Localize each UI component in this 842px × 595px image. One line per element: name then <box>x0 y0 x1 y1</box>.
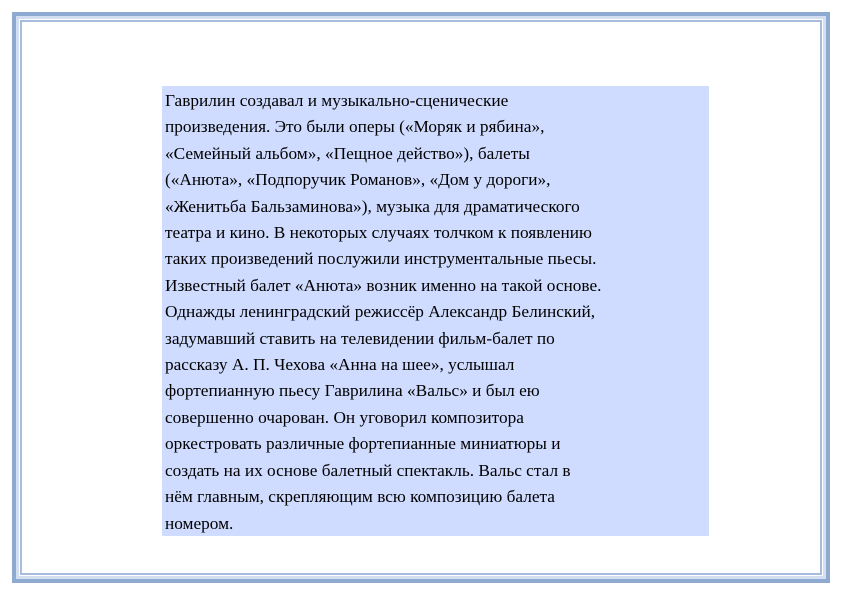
text-line: («Анюта», «Подпоручик Романов», «Дом у дороги», <box>165 170 551 190</box>
text-line: нём главным, скрепляющим всю композицию балета <box>165 487 555 507</box>
text-line: Известный балет «Анюта» возник именно на такой основе. <box>165 275 602 295</box>
text-line: «Семейный альбом», «Пещное действо»), балеты <box>165 143 530 163</box>
text-line: задумавший ставить на телевидении фильм-балет по <box>165 328 555 348</box>
text-line: оркестровать различные фортепианные миниатюры и <box>165 434 561 454</box>
text-line: таких произведений послужили инструментальные пьесы. <box>165 249 597 269</box>
text-line: фортепианную пьесу Гаврилина «Вальс» и был ею <box>165 381 540 401</box>
text-line: номером. <box>165 513 234 533</box>
text-box <box>162 86 709 536</box>
text-line: театра и кино. В некоторых случаях толчком к появлению <box>165 223 592 243</box>
text-line: рассказу А. П. Чехова «Анна на шее», услышал <box>165 355 515 375</box>
text-line: создать на их основе балетный спектакль. Вальс стал в <box>165 460 571 480</box>
text-line: совершенно очарован. Он уговорил композитора <box>165 407 524 427</box>
text-line: произведения. Это были оперы («Моряк и рябина», <box>165 117 545 137</box>
text-line: «Женитьба Бальзаминова»), музыка для драматического <box>165 196 580 216</box>
text-line: Однажды ленинградский режиссёр Александр Белинский, <box>165 302 596 322</box>
text-line: Гаврилин создавал и музыкально-сценические <box>165 91 509 110</box>
